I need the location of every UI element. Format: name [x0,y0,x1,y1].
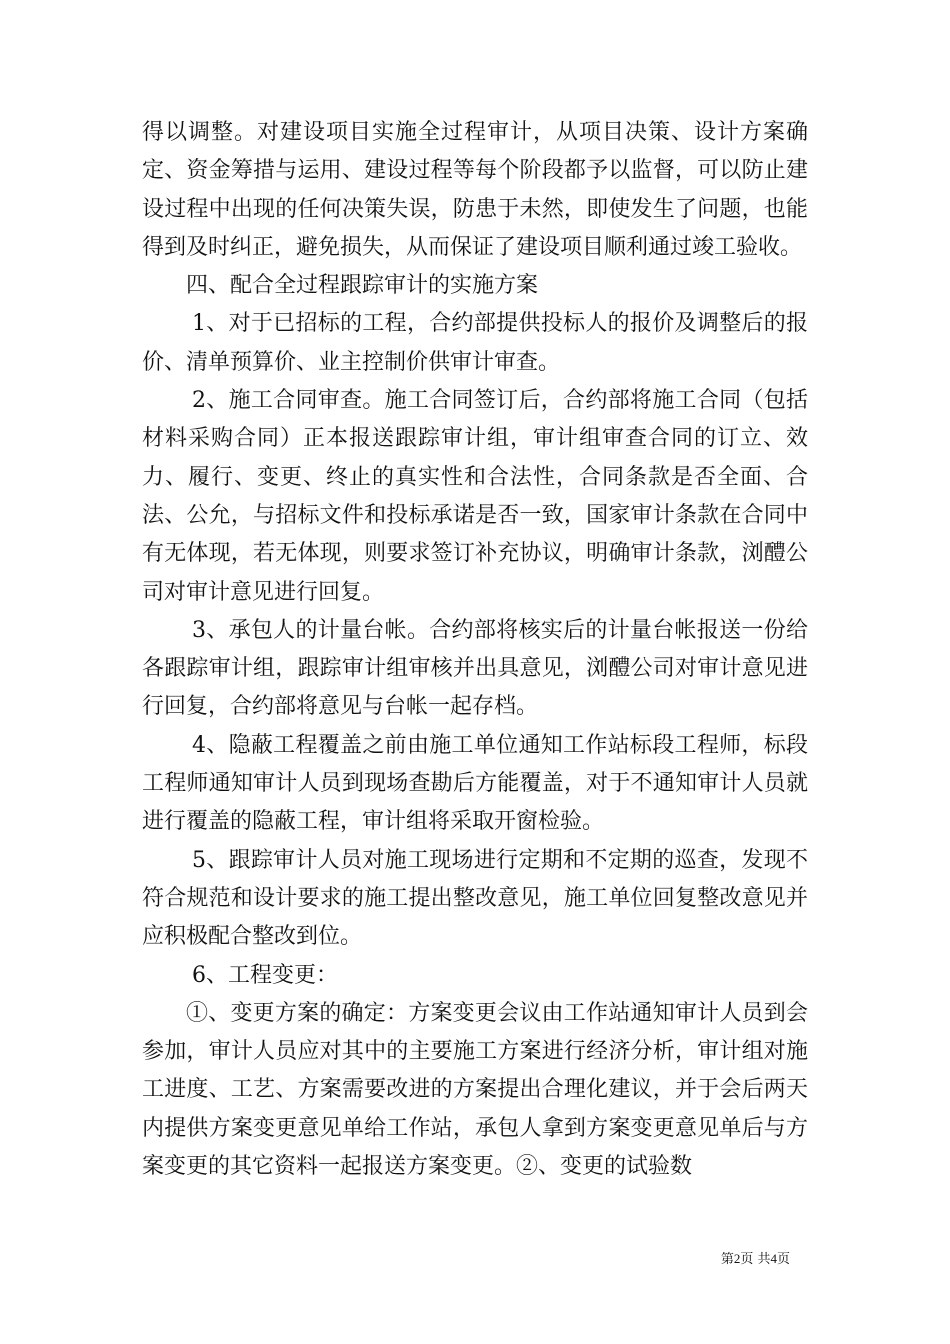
page-footer [721,1248,790,1267]
paragraph-continued: 得以调整。对建设项目实施全过程审计，从项目决策、设计方案确定、资金筹措与运用、建设过程等每个阶段都予以监督，可以防止建设过程中出现的任何决策失误，防患于未然，即使发生了问题，也能得到及时纠正，避免损失，从而保证了建设项目顺利通过竣工验收。 [142,120,808,260]
paragraph-item-2: 2、施工合同审查。施工合同签订后，合约部将施工合同（包括材料采购合同）正本报送跟踪审计组，审计组审查合同的订立、效力、履行、变更、终止的真实性和合法性，合同条款是否全面、合法、公允，与招标文件和投标承诺是否一致，国家审计条款在合同中有无体现，若无体现，则要求签订补充协议，明确审计条款，浏醴公司对审计意见进行回复。 [142,388,808,605]
paragraph-item-6-detail: ①、变更方案的确定：方案变更会议由工作站通知审计人员到会参加，审计人员应对其中的主要施工方案进行经济分析，审计组对施工进度、工艺、方案需要改进的方案提出合理化建议，并于会后两天内提供方案变更意见单给工作站，承包人拿到方案变更意见单后与方案变更的其它资料一起报送方案变更。②、变更的试验数 [142,1000,808,1180]
section-heading: 四、配合全过程跟踪审计的实施方案 [186,273,539,299]
footer-page-number: 2 [733,1251,741,1266]
paragraph-item-3: 3、承包人的计量台帐。合约部将核实后的计量台帐报送一份给各跟踪审计组，跟踪审计组审核并出具意见，浏醴公司对审计意见进行回复，合约部将意见与台帐一起存档。 [142,617,808,720]
document-body [142,114,808,1186]
footer-suffix: 页 [776,1252,790,1267]
footer-middle: 页 共 [740,1252,771,1267]
paragraph-item-5: 5、跟踪审计人员对施工现场进行定期和不定期的巡查，发现不符合规范和设计要求的施工提出整改意见，施工单位回复整改意见并应积极配合整改到位。 [142,847,808,950]
paragraph-item-4: 4、隐蔽工程覆盖之前由施工单位通知工作站标段工程师，标段工程师通知审计人员到现场查勘后方能覆盖，对于不通知审计人员就进行覆盖的隐蔽工程，审计组将采取开窗检验。 [142,732,808,835]
footer-total-pages: 4 [770,1251,777,1266]
paragraph-item-6: 6、工程变更： [192,962,338,988]
paragraph-item-1: 1、对于已招标的工程，合约部提供投标人的报价及调整后的报价、清单预算价、业主控制价供审计审查。 [142,311,808,375]
footer-prefix: 第 [720,1252,734,1267]
